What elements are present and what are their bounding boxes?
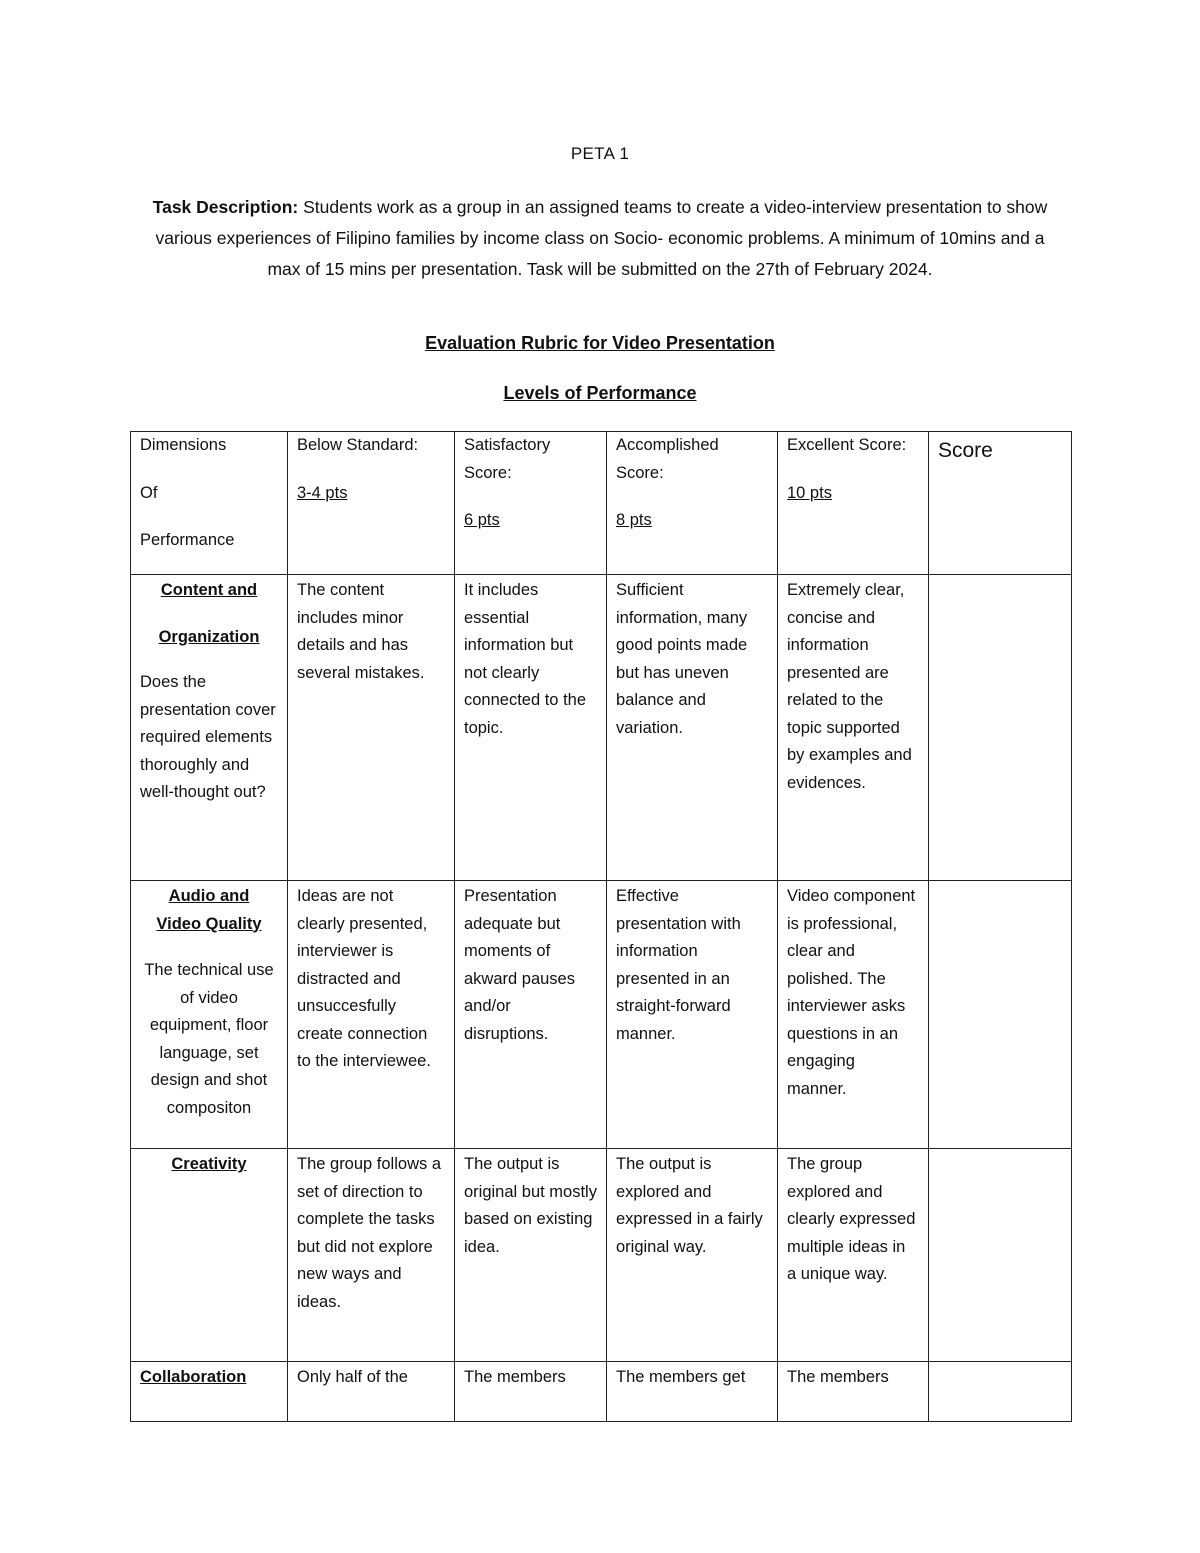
satisfactory-cell: The output is original but mostly based on existing idea. (455, 1149, 607, 1362)
table-row (131, 575, 1072, 881)
excellent-cell: The members (778, 1362, 929, 1422)
header-below-standard: Below Standard: 3-4 pts (288, 432, 455, 575)
dimension-description: Does the presentation cover required elements thoroughly and well-thought out? (140, 673, 276, 801)
header-satisfactory: Satisfactory Score: 6 pts (455, 432, 607, 575)
score-cell[interactable] (929, 1149, 1072, 1362)
table-row (131, 1362, 1072, 1422)
accomplished-cell: The members get (607, 1362, 778, 1422)
dimension-cell: Audio and Video Quality The technical use of video equipment, floor language, set design and shot compositon (131, 881, 288, 1149)
dimension-cell: Content and Organization Does the presentation cover required elements thoroughly and well-thought out? (131, 575, 288, 881)
excellent-points: 10 pts (787, 483, 832, 502)
score-cell[interactable] (929, 1362, 1072, 1422)
table-row (131, 881, 1072, 1149)
header-accomplished: Accomplished Score: 8 pts (607, 432, 778, 575)
score-cell[interactable] (929, 881, 1072, 1149)
header-score: Score (929, 432, 1072, 575)
header-dimensions: Dimensions Of Performance (131, 432, 288, 575)
dimension-cell: Creativity (131, 1149, 288, 1362)
task-description-text: Students work as a group in an assigned teams to create a video-interview presentation to show various experiences of Filipino families by income class on Socio- economic problems. A minimum of 10mins and a max of 15 mins per presentation. Task will be submitted on the 27th of February 2024. (155, 197, 1048, 279)
header-excellent: Excellent Score: 10 pts (778, 432, 929, 575)
accomplished-points: 8 pts (616, 511, 652, 529)
below-standard-cell: Only half of the (288, 1362, 455, 1422)
dimension-cell: Collaboration (131, 1362, 288, 1422)
document-title: PETA 1 (570, 144, 630, 163)
table-row (131, 1149, 1072, 1362)
satisfactory-cell: Presentation adequate but moments of akward pauses and/or disruptions. (455, 881, 607, 1149)
excellent-cell: Video component is professional, clear and polished. The interviewer asks questions in an engaging manner. (778, 881, 929, 1149)
satisfactory-points: 6 pts (464, 511, 500, 529)
accomplished-cell: Effective presentation with information presented in an straight-forward manner. (607, 881, 778, 1149)
excellent-cell: Extremely clear, concise and information presented are related to the topic supported by examples and evidences. (778, 575, 929, 881)
accomplished-cell: Sufficient information, many good points made but has uneven balance and variation. (607, 575, 778, 881)
below-standard-points: 3-4 pts (297, 483, 348, 502)
rubric-title: Evaluation Rubric for Video Presentation (425, 333, 775, 353)
satisfactory-cell: It includes essential information but not clearly connected to the topic. (455, 575, 607, 881)
header-row (131, 432, 1072, 575)
below-standard-cell: The content includes minor details and has several mistakes. (288, 575, 455, 881)
satisfactory-cell: The members (455, 1362, 607, 1422)
task-description (140, 192, 1060, 285)
below-standard-cell: The group follows a set of direction to complete the tasks but did not explore new ways and ideas. (288, 1149, 455, 1362)
dimension-description: The technical use of video equipment, floor language, set design and shot compositon (144, 961, 274, 1117)
score-cell[interactable] (929, 575, 1072, 881)
below-standard-cell: Ideas are not clearly presented, interviewer is distracted and unsuccesfully create connection to the interviewee. (288, 881, 455, 1149)
rubric-table (130, 431, 1072, 1422)
accomplished-cell: The output is explored and expressed in a fairly original way. (607, 1149, 778, 1362)
levels-title: Levels of Performance (503, 383, 697, 403)
excellent-cell: The group explored and clearly expressed multiple ideas in a unique way. (778, 1149, 929, 1362)
task-description-label: Task Description: (152, 197, 299, 217)
